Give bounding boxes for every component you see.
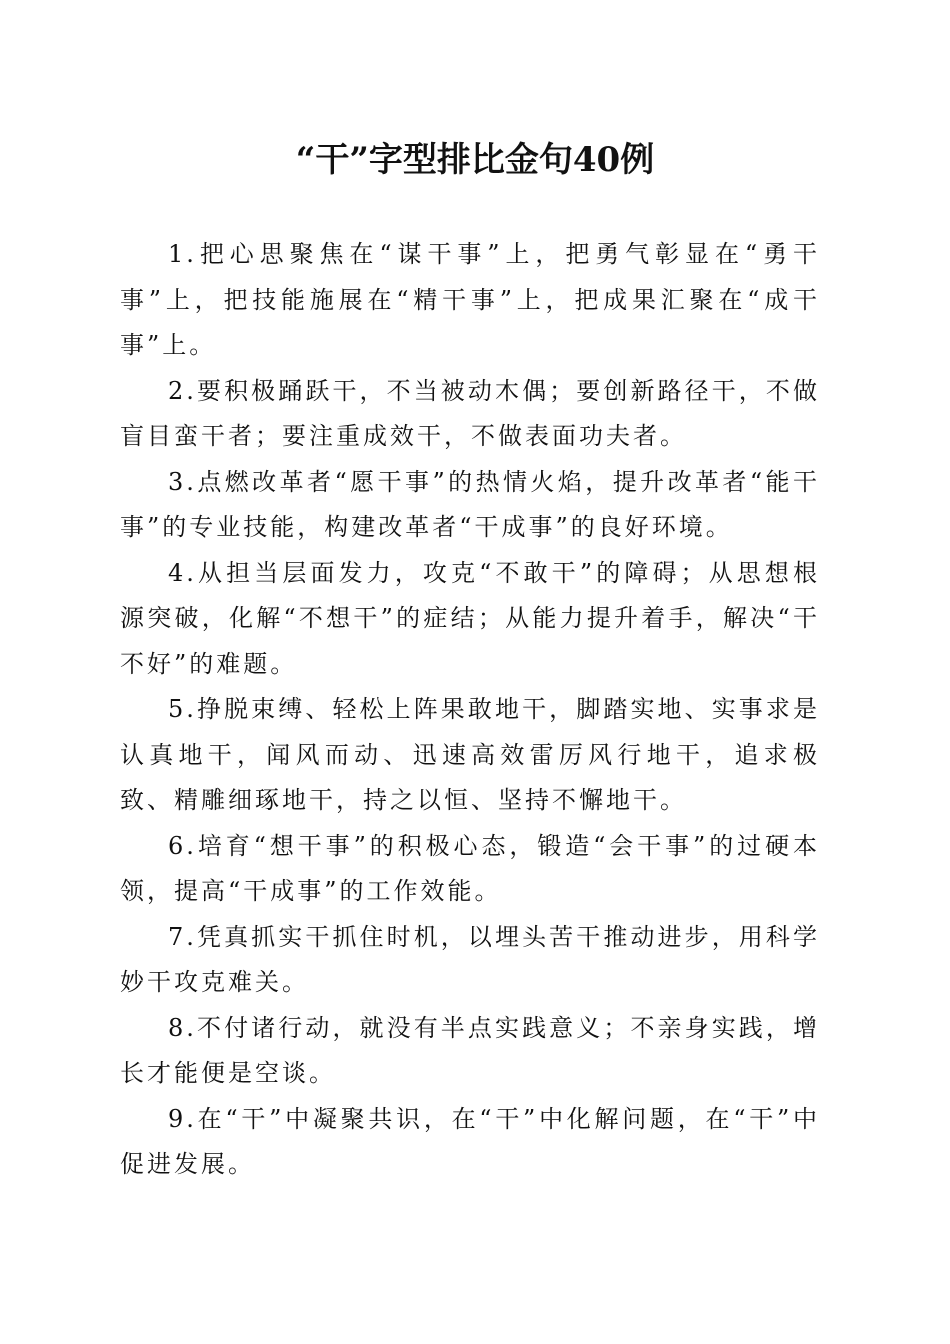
document-body [120, 232, 820, 1188]
paragraph-4: 4.从担当层面发力，攻克“不敢干”的障碍；从思想根源突破，化解“不想干”的症结；从能力提升着手，解决“干不好”的难题。 [120, 558, 820, 678]
paragraph-5: 5.挣脱束缚、轻松上阵果敢地干，脚踏实地、实事求是认真地干，闻风而动、迅速高效雷厉风行地干，追求极致、精雕细琢地干，持之以恒、坚持不懈地干。 [120, 695, 820, 814]
paragraph-2: 2.要积极踊跃干，不当被动木偶；要创新路径干，不做盲目蛮干者；要注重成效干，不做表面功夫者。 [120, 376, 820, 450]
paragraph-1: 1.把心思聚焦在“谋干事”上，把勇气彰显在“勇干事”上，把技能施展在“精干事”上，把成果汇聚在“成干事”上。 [120, 240, 820, 359]
paragraph-8: 8.不付诸行动，就没有半点实践意义；不亲身实践，增长才能便是空谈。 [120, 1013, 820, 1087]
paragraph-7: 7.凭真抓实干抓住时机，以埋头苦干推动进步，用科学妙干攻克难关。 [120, 922, 820, 996]
paragraph-6: 6.培育“想干事”的积极心态，锻造“会干事”的过硬本领，提高“干成事”的工作效能。 [120, 831, 820, 905]
paragraph-9: 9.在“干”中凝聚共识，在“干”中化解问题，在“干”中促进发展。 [120, 1104, 820, 1178]
paragraph-3: 3.点燃改革者“愿干事”的热情火焰，提升改革者“能干事”的专业技能，构建改革者“干成事”的良好环境。 [120, 467, 820, 541]
document-title: “干”字型排比金句40例 [295, 140, 655, 180]
